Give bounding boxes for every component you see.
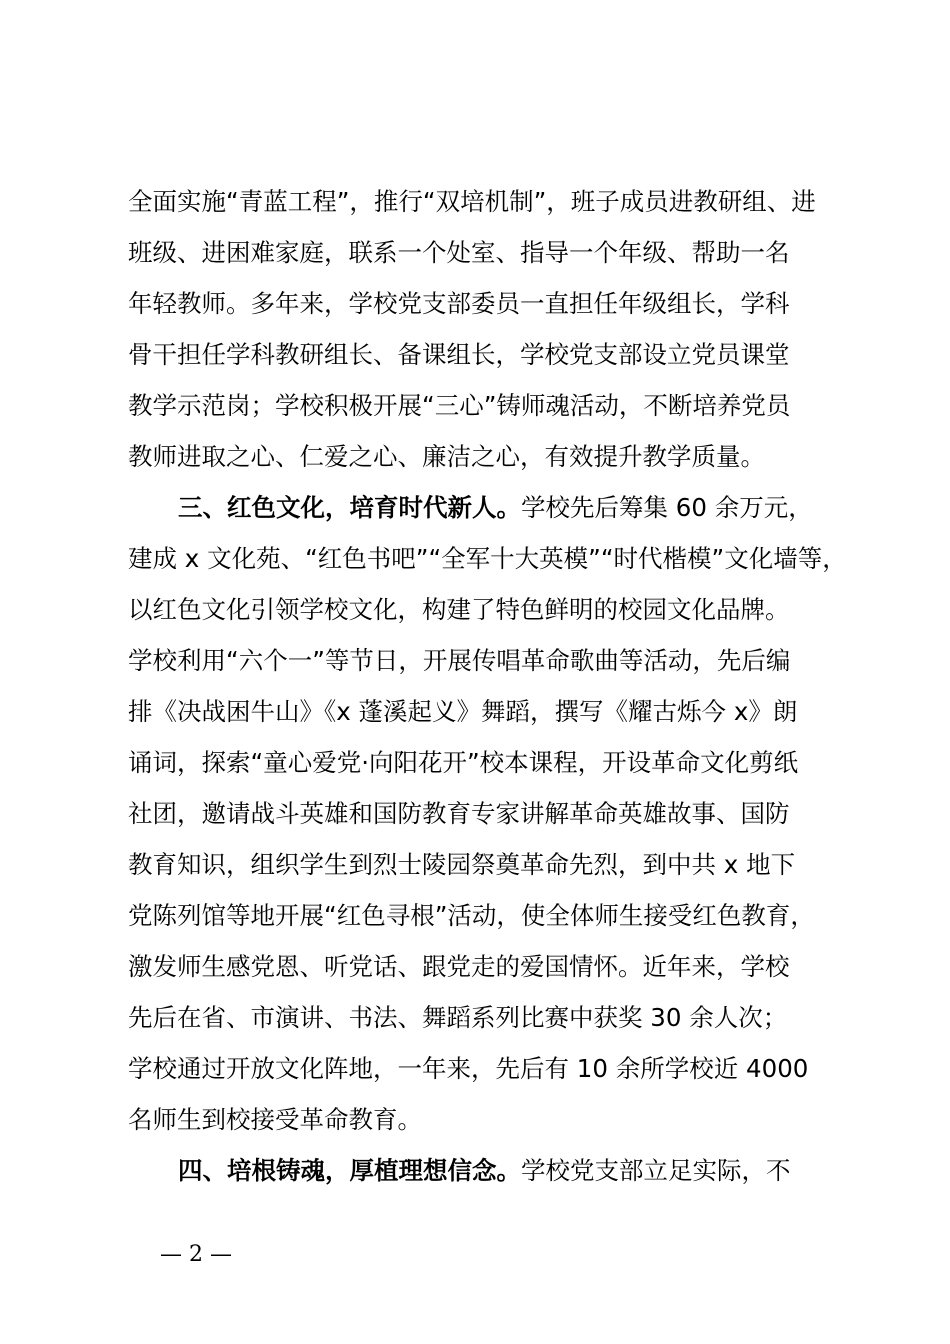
text-line: 排《决战困牛山》《x 蓬溪起义》舞蹈，撰写《耀古烁今 x》朗 <box>128 697 798 726</box>
text-line: 诵词，探索“童心爱党·向阳花开”校本课程，开设革命文化剪纸 <box>128 748 799 777</box>
paragraph-first-line <box>178 493 813 523</box>
text-span: 学校先后筹集 60 余万元， <box>521 493 813 522</box>
text-line: 班级、进困难家庭，联系一个处室、指导一个年级、帮助一名 <box>128 238 790 267</box>
page-number: — 2 — <box>160 1242 232 1267</box>
text-line: 教育知识，组织学生到烈士陵园祭奠革命先烈，到中共 x 地下 <box>128 850 796 879</box>
text-line: 教师进取之心、仁爱之心、廉洁之心，有效提升教学质量。 <box>128 442 765 471</box>
text-line: 先后在省、市演讲、书法、舞蹈系列比赛中获奖 30 余人次； <box>128 1003 788 1032</box>
text-line: 学校通过开放文化阵地，一年来，先后有 10 余所学校近 4000 <box>128 1054 809 1083</box>
text-span: 学校党支部立足实际，不 <box>521 1156 791 1185</box>
text-line: 建成 x 文化苑、“红色书吧”“全军十大英模”“时代楷模”文化墙等， <box>128 544 847 573</box>
text-line: 社团，邀请战斗英雄和国防教育专家讲解革命英雄故事、国防 <box>128 799 790 828</box>
text-line: 骨干担任学科教研组长、备课组长，学校党支部设立党员课堂 <box>128 340 790 369</box>
text-line: 年轻教师。多年来，学校党支部委员一直担任年级组长，学科 <box>128 289 790 318</box>
text-line: 名师生到校接受革命教育。 <box>128 1105 422 1134</box>
text-line: 学校利用“六个一”等节日，开展传唱革命歌曲等活动，先后编 <box>128 646 791 675</box>
section-heading: 三、红色文化，培育时代新人。 <box>178 493 521 522</box>
section-heading: 四、培根铸魂，厚植理想信念。 <box>178 1156 521 1185</box>
text-line: 全面实施“青蓝工程”，推行“双培机制”，班子成员进教研组、进 <box>128 187 816 216</box>
text-line: 以红色文化引领学校文化，构建了特色鲜明的校园文化品牌。 <box>128 595 790 624</box>
text-line: 教学示范岗；学校积极开展“三心”铸师魂活动，不断培养党员 <box>128 391 791 420</box>
text-line: 激发师生感党恩、听党话、跟党走的爱国情怀。近年来，学校 <box>128 952 790 981</box>
paragraph-first-line <box>178 1156 791 1186</box>
text-line: 党陈列馆等地开展“红色寻根”活动，使全体师生接受红色教育， <box>128 901 815 930</box>
